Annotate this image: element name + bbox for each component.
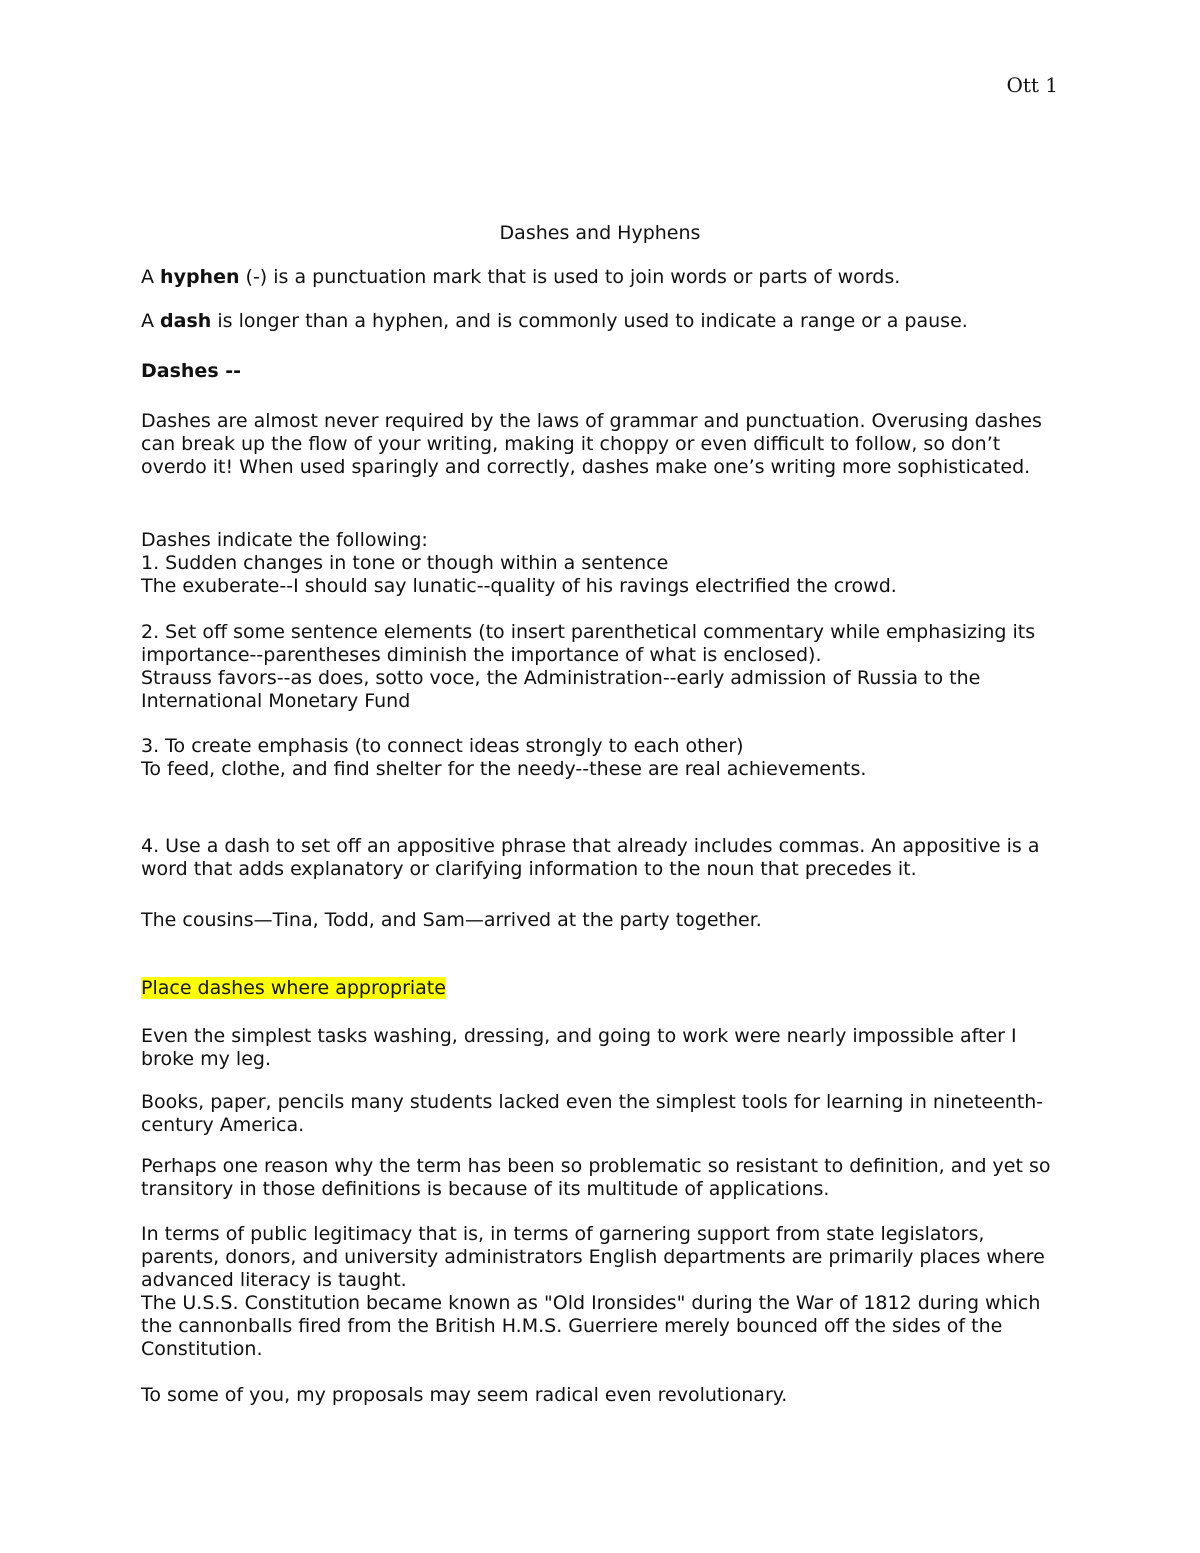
section-heading-text: Dashes -- (141, 360, 242, 382)
dash-term: dash (160, 310, 212, 332)
hyphen-definition (141, 266, 1066, 289)
rule-1-block (141, 529, 1066, 598)
exercise-items-4-5 (141, 1223, 1066, 1361)
rule-2-example: Strauss favors--as does, sotto voce, the Administration--early admission of Russia to the International Monetary Fund (141, 667, 981, 712)
document-title: Dashes and Hyphens (499, 222, 701, 244)
dash-prefix: A (141, 310, 161, 332)
rule-1-example: The exuberate--I should say lunatic--quality of his ravings electrified the crowd. (141, 575, 897, 597)
rule-4-example: The cousins—Tina, Todd, and Sam—arrived at the party together. (141, 909, 762, 931)
rules-intro: Dashes indicate the following: (141, 529, 428, 551)
rule-4-block (141, 835, 1066, 881)
rule-1-title: 1. Sudden changes in tone or though within a sentence (141, 552, 669, 574)
section-heading (141, 360, 1066, 383)
exercise-heading: Place dashes where appropriate (141, 977, 446, 999)
rule-3-title: 3. To create emphasis (to connect ideas strongly to each other) (141, 735, 744, 757)
overview-paragraph: Dashes are almost never required by the laws of grammar and punctuation. Overusing dashes can break up the flow of your writing, making it choppy or even difficult to follow, so don’t overdo it! When used sparingly and correctly, dashes make one’s writing more sophisticated. (141, 410, 1042, 478)
exercise-heading-line (141, 977, 1066, 1000)
hyphen-prefix: A (141, 266, 161, 288)
exercise-item-3: Perhaps one reason why the term has been so problematic so resistant to definition, and yet so transitory in those definitions is because of its multitude of applications. (141, 1155, 1051, 1200)
exercise-item-6: To some of you, my proposals may seem radical even revolutionary. (141, 1384, 788, 1406)
dash-definition (141, 310, 1066, 333)
rule-3-block (141, 735, 1066, 781)
dash-description: is longer than a hyphen, and is commonly used to indicate a range or a pause. (211, 310, 968, 332)
hyphen-description: (-) is a punctuation mark that is used to join words or parts of words. (239, 266, 901, 288)
rule-4-title: 4. Use a dash to set off an appositive phrase that already includes commas. An appositive is a word that adds explanatory or clarifying information to the noun that precedes it. (141, 835, 1040, 880)
rule-2-title: 2. Set off some sentence elements (to insert parenthetical commentary while emphasizing its importance--parentheses diminish the importance of what is enclosed). (141, 621, 1036, 666)
exercise-item-4: In terms of public legitimacy that is, in terms of garnering support from state legislators, parents, donors, and university administrators English departments are primarily places where advanced literacy is taught. (141, 1223, 1045, 1291)
exercise-item-2: Books, paper, pencils many students lacked even the simplest tools for learning in nineteenth-century America. (141, 1091, 1044, 1136)
rule-3-example: To feed, clothe, and find shelter for the needy--these are real achievements. (141, 758, 867, 780)
exercise-item-1: Even the simplest tasks washing, dressing, and going to work were nearly impossible after I broke my leg. (141, 1025, 1017, 1070)
rule-2-block (141, 621, 1066, 713)
hyphen-term: hyphen (160, 266, 240, 288)
page-number-header: Ott 1 (1006, 73, 1058, 97)
exercise-item-5: The U.S.S. Constitution became known as "Old Ironsides" during the War of 1812 during which the cannonballs fired from the British H.M.S. Guerriere merely bounced off the sides of the Constitution. (141, 1292, 1041, 1360)
